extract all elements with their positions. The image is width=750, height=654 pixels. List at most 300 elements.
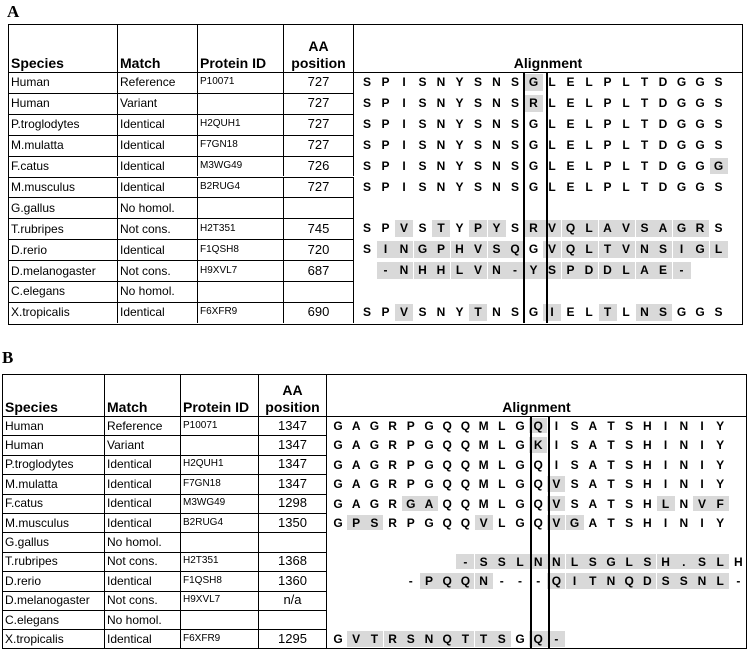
protein-id-cell (198, 260, 284, 281)
residue: P (432, 241, 450, 258)
match-text: Identical (107, 496, 152, 511)
panel-b-label: B (2, 348, 14, 367)
residue: H (414, 262, 432, 279)
match-text: Reference (107, 418, 163, 433)
residue: Q (438, 631, 456, 646)
residue: H (643, 438, 652, 453)
residue: P (381, 158, 390, 173)
residue: A (351, 496, 361, 511)
residue: S (362, 179, 371, 194)
residue: P (603, 116, 612, 131)
residue: N (395, 241, 413, 258)
residue: S (473, 95, 482, 110)
species-cell (3, 629, 105, 648)
header-alignment-cell (354, 25, 742, 72)
residue: T (640, 179, 649, 194)
species-cell (3, 455, 105, 474)
residue: S (654, 304, 672, 321)
protein-id-cell (198, 156, 284, 177)
header-aa-position-cell (259, 375, 327, 416)
residue: S (362, 137, 371, 152)
residue: G (515, 438, 525, 453)
residue: I (700, 516, 704, 530)
residue: V (395, 304, 413, 321)
residue: G (673, 220, 691, 237)
residue: A (351, 457, 361, 472)
match-cell (118, 197, 198, 218)
species-text: D.melanogaster (5, 593, 90, 608)
residue: G (515, 419, 525, 433)
residue: S (570, 477, 579, 492)
residue: . (675, 554, 693, 569)
header-match: Match (107, 399, 148, 415)
aa-position-cell (284, 260, 354, 281)
residue: Q (442, 438, 452, 453)
species-text: F.catus (11, 159, 50, 174)
residue: L (566, 554, 584, 569)
aa-position-text: 1347 (278, 437, 307, 453)
residue: Y (455, 304, 464, 319)
aa-position-cell (284, 156, 354, 177)
residue: Y (455, 179, 464, 194)
header-aa-position-cell (284, 25, 354, 72)
residue: S (510, 137, 519, 152)
residue: Y (455, 116, 464, 131)
residue: Q (460, 477, 471, 492)
residue: G (402, 496, 420, 511)
species-cell (3, 474, 105, 493)
species-text: C.elegans (11, 284, 66, 299)
residue: - (408, 574, 413, 589)
residue: R (388, 477, 397, 492)
residue: T (475, 631, 493, 646)
header-match-cell (118, 25, 198, 72)
aa-position-cell (259, 591, 327, 610)
residue: D (638, 573, 656, 588)
residue: M (478, 477, 489, 492)
residue: G (602, 554, 620, 569)
residue: L (585, 158, 593, 173)
residue: S (714, 221, 723, 236)
residue: S (543, 262, 561, 279)
residue: S (693, 554, 711, 569)
residue: R (388, 419, 397, 433)
residue: S (625, 496, 634, 511)
residue: S (714, 304, 723, 319)
residue: L (580, 220, 598, 237)
residue: L (511, 554, 529, 569)
residue: R (388, 516, 397, 530)
residue: S (510, 179, 519, 194)
residue: K (529, 437, 547, 452)
residue: D (658, 116, 668, 131)
species-text: D.rerio (5, 573, 42, 588)
residue: S (714, 116, 723, 131)
residue: P (406, 419, 415, 433)
species-text: T.rubripes (5, 554, 58, 569)
table-row (9, 218, 742, 239)
residue: Q (460, 438, 471, 453)
residue: P (381, 137, 390, 152)
match-text: Identical (120, 242, 165, 257)
header-protein-id: Protein ID (200, 55, 267, 71)
residue: G (515, 496, 525, 511)
residue: G (369, 419, 380, 433)
residue: T (432, 220, 450, 237)
residue: P (381, 75, 390, 89)
residue: H (657, 554, 675, 569)
residue: P (420, 573, 438, 588)
residue: E (566, 116, 575, 131)
table-row (3, 455, 746, 474)
species-cell (9, 239, 118, 260)
residue: N (529, 554, 547, 569)
match-text: Identical (107, 476, 152, 491)
residue: G (695, 158, 705, 173)
species-text: F.catus (5, 496, 44, 511)
residue: G (676, 75, 687, 89)
residue: I (402, 95, 406, 110)
residue: G (695, 75, 705, 89)
protein-id-cell (181, 474, 259, 493)
header-species: Species (11, 55, 64, 71)
aa-position-cell (284, 281, 354, 302)
residue: T (640, 158, 649, 173)
residue: S (510, 221, 519, 236)
residue: S (625, 438, 634, 453)
header-alignment: Alignment (513, 55, 583, 71)
residue: S (362, 158, 371, 173)
residue: S (636, 220, 654, 237)
residue: P (603, 179, 612, 194)
panel-b-table (2, 374, 747, 649)
protein-id-text: B2RUG4 (200, 180, 241, 192)
residue: E (566, 137, 575, 152)
match-text: Identical (107, 632, 152, 647)
aa-position-cell (284, 197, 354, 218)
residue: E (566, 95, 575, 110)
match-text: No homol. (120, 200, 175, 215)
protein-id-text: P10071 (183, 419, 218, 431)
residue: N (636, 241, 654, 258)
residue: A (654, 220, 672, 237)
aa-position-text: 687 (307, 262, 330, 278)
residue: G (424, 477, 434, 492)
header-species-cell (3, 375, 105, 416)
match-text: Identical (120, 138, 165, 153)
residue: Q (533, 477, 543, 492)
residue: N (602, 573, 620, 588)
protein-id-cell (181, 455, 259, 474)
residue: - (518, 574, 522, 589)
protein-id-text: P10071 (200, 76, 235, 88)
residue: M (478, 438, 489, 453)
residue: L (548, 137, 556, 152)
residue: S (714, 75, 723, 89)
residue: Q (438, 573, 456, 588)
residue: S (473, 137, 482, 152)
residue: S (362, 242, 371, 257)
residue: S (362, 304, 371, 319)
match-cell (118, 177, 198, 198)
residue: L (710, 241, 728, 258)
residue: T (469, 304, 487, 321)
aa-position-cell (284, 218, 354, 239)
table-row (3, 610, 746, 629)
aa-position-text: 1295 (278, 631, 307, 647)
residue: Q (506, 241, 524, 258)
residue: R (525, 95, 543, 112)
match-cell (105, 435, 181, 454)
residue: N (436, 95, 446, 110)
residue: S (418, 221, 427, 236)
residue: S (510, 158, 519, 173)
residue: R (388, 457, 397, 472)
aa-position-text: 727 (307, 178, 330, 194)
residue: G (695, 137, 705, 152)
match-cell (118, 156, 198, 177)
match-text: No homol. (120, 284, 175, 299)
species-cell (9, 302, 118, 323)
panel-a-label: A (7, 2, 20, 21)
residue: S (510, 95, 519, 110)
residue: G (525, 74, 543, 91)
protein-id-text: F6XFR9 (183, 633, 221, 645)
residue: - (377, 262, 395, 279)
species-cell (3, 435, 105, 454)
residue: S (510, 75, 519, 89)
species-cell (9, 156, 118, 177)
aa-position-text: 727 (307, 95, 330, 111)
species-cell (9, 114, 118, 135)
residue: Q (442, 477, 452, 492)
residue: H (451, 241, 469, 258)
residue: G (566, 515, 584, 530)
residue: L (580, 241, 598, 258)
residue: Q (442, 516, 452, 530)
residue: S (714, 95, 723, 110)
table-row (3, 494, 746, 513)
header-aa-line2: position (291, 55, 346, 71)
residue: S (570, 438, 579, 453)
table-row (9, 260, 742, 281)
residue: D (580, 262, 598, 279)
residue: P (469, 220, 487, 237)
residue: S (625, 516, 634, 530)
residue: G (528, 179, 539, 194)
residue: Q (533, 516, 543, 530)
table-row (9, 239, 742, 260)
residue: N (636, 304, 654, 321)
residue: Q (460, 419, 471, 433)
residue: - (673, 262, 691, 279)
match-text: Identical (107, 573, 152, 588)
residue: N (679, 438, 689, 453)
residue: I (700, 438, 704, 453)
residue: D (599, 262, 617, 279)
species-text: Human (11, 75, 50, 90)
protein-id-cell (198, 135, 284, 156)
residue: Q (533, 496, 543, 511)
residue: N (679, 496, 689, 511)
residue: L (622, 95, 630, 110)
residue: N (492, 137, 501, 152)
protein-id-text: H2QUH1 (183, 458, 224, 470)
residue: V (547, 476, 565, 491)
residue: Q (529, 418, 547, 433)
residue: N (679, 477, 689, 492)
residue: G (424, 516, 434, 530)
residue: H (643, 457, 652, 472)
species-text: Human (5, 418, 44, 433)
protein-id-cell (198, 177, 284, 198)
match-text: No homol. (107, 535, 162, 550)
protein-id-text: F6XFR9 (200, 306, 238, 318)
match-cell (118, 72, 198, 93)
species-text: M.musculus (5, 515, 70, 530)
residue: S (362, 95, 371, 110)
residue: V (475, 515, 493, 530)
residue: G (515, 477, 525, 492)
residue: L (548, 75, 556, 89)
header-species-cell (9, 25, 118, 72)
match-text: Variant (107, 438, 145, 453)
residue: T (640, 95, 649, 110)
table-row (3, 474, 746, 493)
residue: I (663, 419, 668, 433)
header-protein-id-cell (198, 25, 284, 72)
aa-position-cell (259, 552, 327, 571)
residue: P (603, 158, 612, 173)
residue: G (676, 95, 687, 110)
table-row (9, 93, 742, 114)
aa-position-cell (259, 416, 327, 435)
residue: Q (562, 241, 580, 258)
residue: A (588, 438, 598, 453)
residue: G (676, 304, 687, 319)
residue: S (473, 179, 482, 194)
residue: A (351, 477, 361, 492)
residue: G (676, 137, 687, 152)
residue: S (510, 116, 519, 131)
species-text: G.gallus (11, 200, 56, 215)
residue: A (351, 419, 361, 433)
table-row (9, 177, 742, 198)
aa-position-text: 1298 (278, 495, 307, 511)
match-text: Identical (120, 179, 165, 194)
residue: V (543, 241, 561, 258)
residue: L (585, 95, 593, 110)
aa-position-text: 727 (307, 116, 330, 132)
residue: G (424, 457, 434, 472)
residue: P (381, 221, 390, 236)
species-cell (9, 218, 118, 239)
aa-position-cell (284, 114, 354, 135)
residue: P (381, 95, 390, 110)
residue: Q (442, 419, 452, 433)
residue: Y (455, 95, 464, 110)
match-text: Identical (120, 117, 165, 132)
table-row (3, 416, 746, 435)
residue: I (663, 516, 668, 530)
protein-id-cell (181, 591, 259, 610)
protein-id-text: B2RUG4 (183, 516, 224, 528)
residue: M (478, 457, 489, 472)
residue: S (475, 554, 493, 569)
residue: N (420, 631, 438, 646)
residue: I (566, 573, 584, 588)
match-text: Not cons. (107, 593, 158, 608)
match-cell (105, 416, 181, 435)
protein-id-text: F1QSH8 (183, 574, 222, 586)
residue: S (625, 477, 634, 492)
residue: H (643, 516, 652, 530)
residue: S (493, 631, 511, 646)
aa-position-cell (284, 302, 354, 323)
residue: V (617, 241, 635, 258)
residue: A (588, 419, 598, 433)
residue: P (603, 75, 612, 89)
residue: L (585, 179, 593, 194)
residue: Q (547, 573, 565, 588)
residue: V (469, 241, 487, 258)
residue: S (362, 221, 371, 236)
protein-id-cell (181, 416, 259, 435)
residue: A (588, 477, 598, 492)
residue: Q (562, 220, 580, 237)
residue: S (584, 554, 602, 569)
residue: S (473, 116, 482, 131)
species-cell (3, 552, 105, 571)
species-cell (9, 72, 118, 93)
aa-position-text: 727 (307, 74, 330, 90)
residue: D (658, 158, 668, 173)
residue: S (418, 304, 427, 319)
residue: D (658, 75, 668, 89)
protein-id-text: M3WG49 (200, 160, 243, 172)
species-text: P.troglodytes (5, 457, 74, 472)
aa-position-cell (259, 610, 327, 629)
residue: A (420, 496, 438, 511)
residue: G (333, 516, 343, 530)
residue: G (369, 438, 380, 453)
residue: P (347, 515, 365, 530)
residue: I (402, 137, 406, 152)
header-protein-id: Protein ID (183, 399, 250, 415)
residue: S (418, 95, 427, 110)
residue: G (528, 137, 539, 152)
protein-id-cell (181, 629, 259, 648)
residue: T (640, 75, 649, 89)
aa-position-text: 1360 (278, 572, 307, 588)
aa-position-text: 690 (307, 304, 330, 320)
species-text: X.tropicalis (11, 305, 70, 320)
residue: G (695, 179, 705, 194)
residue: G (333, 632, 343, 647)
match-text: Not cons. (107, 554, 158, 569)
protein-id-cell (181, 552, 259, 571)
residue: G (676, 158, 687, 173)
residue: R (691, 220, 709, 237)
header-row (9, 25, 742, 72)
table-row (9, 135, 742, 156)
species-text: D.melanogaster (11, 263, 96, 278)
residue: S (402, 631, 420, 646)
species-cell (3, 416, 105, 435)
species-cell (9, 260, 118, 281)
table-row (9, 302, 742, 323)
residue: T (599, 241, 617, 258)
